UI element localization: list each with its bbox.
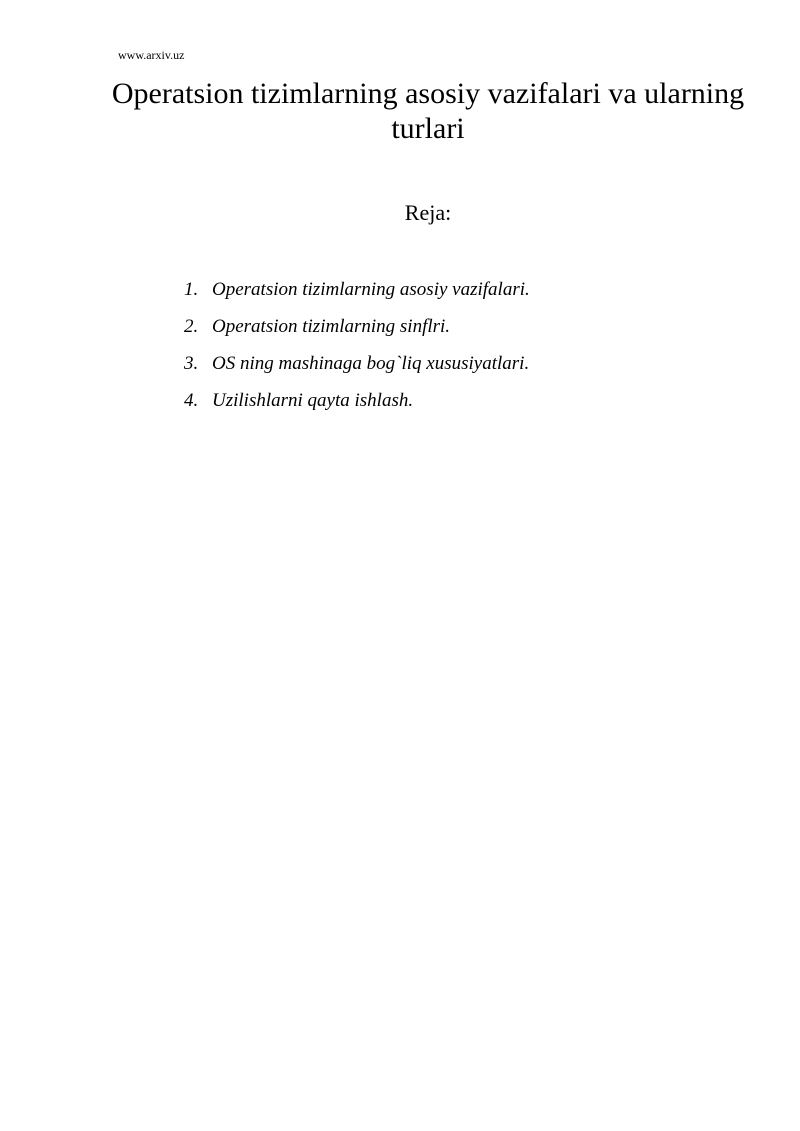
plan-item-text: Operatsion tizimlarning asosiy vazifalari. — [212, 279, 530, 300]
plan-item-number: 1. — [184, 279, 199, 300]
plan-item-number: 4. — [184, 390, 199, 411]
plan-heading: Reja: — [404, 200, 452, 225]
document-title: Operatsion tizimlarning asosiy vazifalari va ularning turlari — [111, 77, 745, 145]
plan-item — [184, 390, 530, 412]
plan-item-text: Operatsion tizimlarning sinflri. — [212, 316, 451, 337]
header-url: www.arxiv.uz — [118, 48, 185, 62]
plan-item-number: 2. — [184, 316, 199, 337]
plan-item — [184, 316, 530, 338]
plan-item-text: Uzilishlarni qayta ishlash. — [212, 390, 414, 411]
plan-item-text: OS ning mashinaga bog`liq xususiyatlari. — [212, 353, 530, 374]
plan-list — [184, 279, 530, 427]
plan-item — [184, 279, 530, 301]
plan-item-number: 3. — [184, 353, 199, 374]
plan-item — [184, 353, 530, 375]
